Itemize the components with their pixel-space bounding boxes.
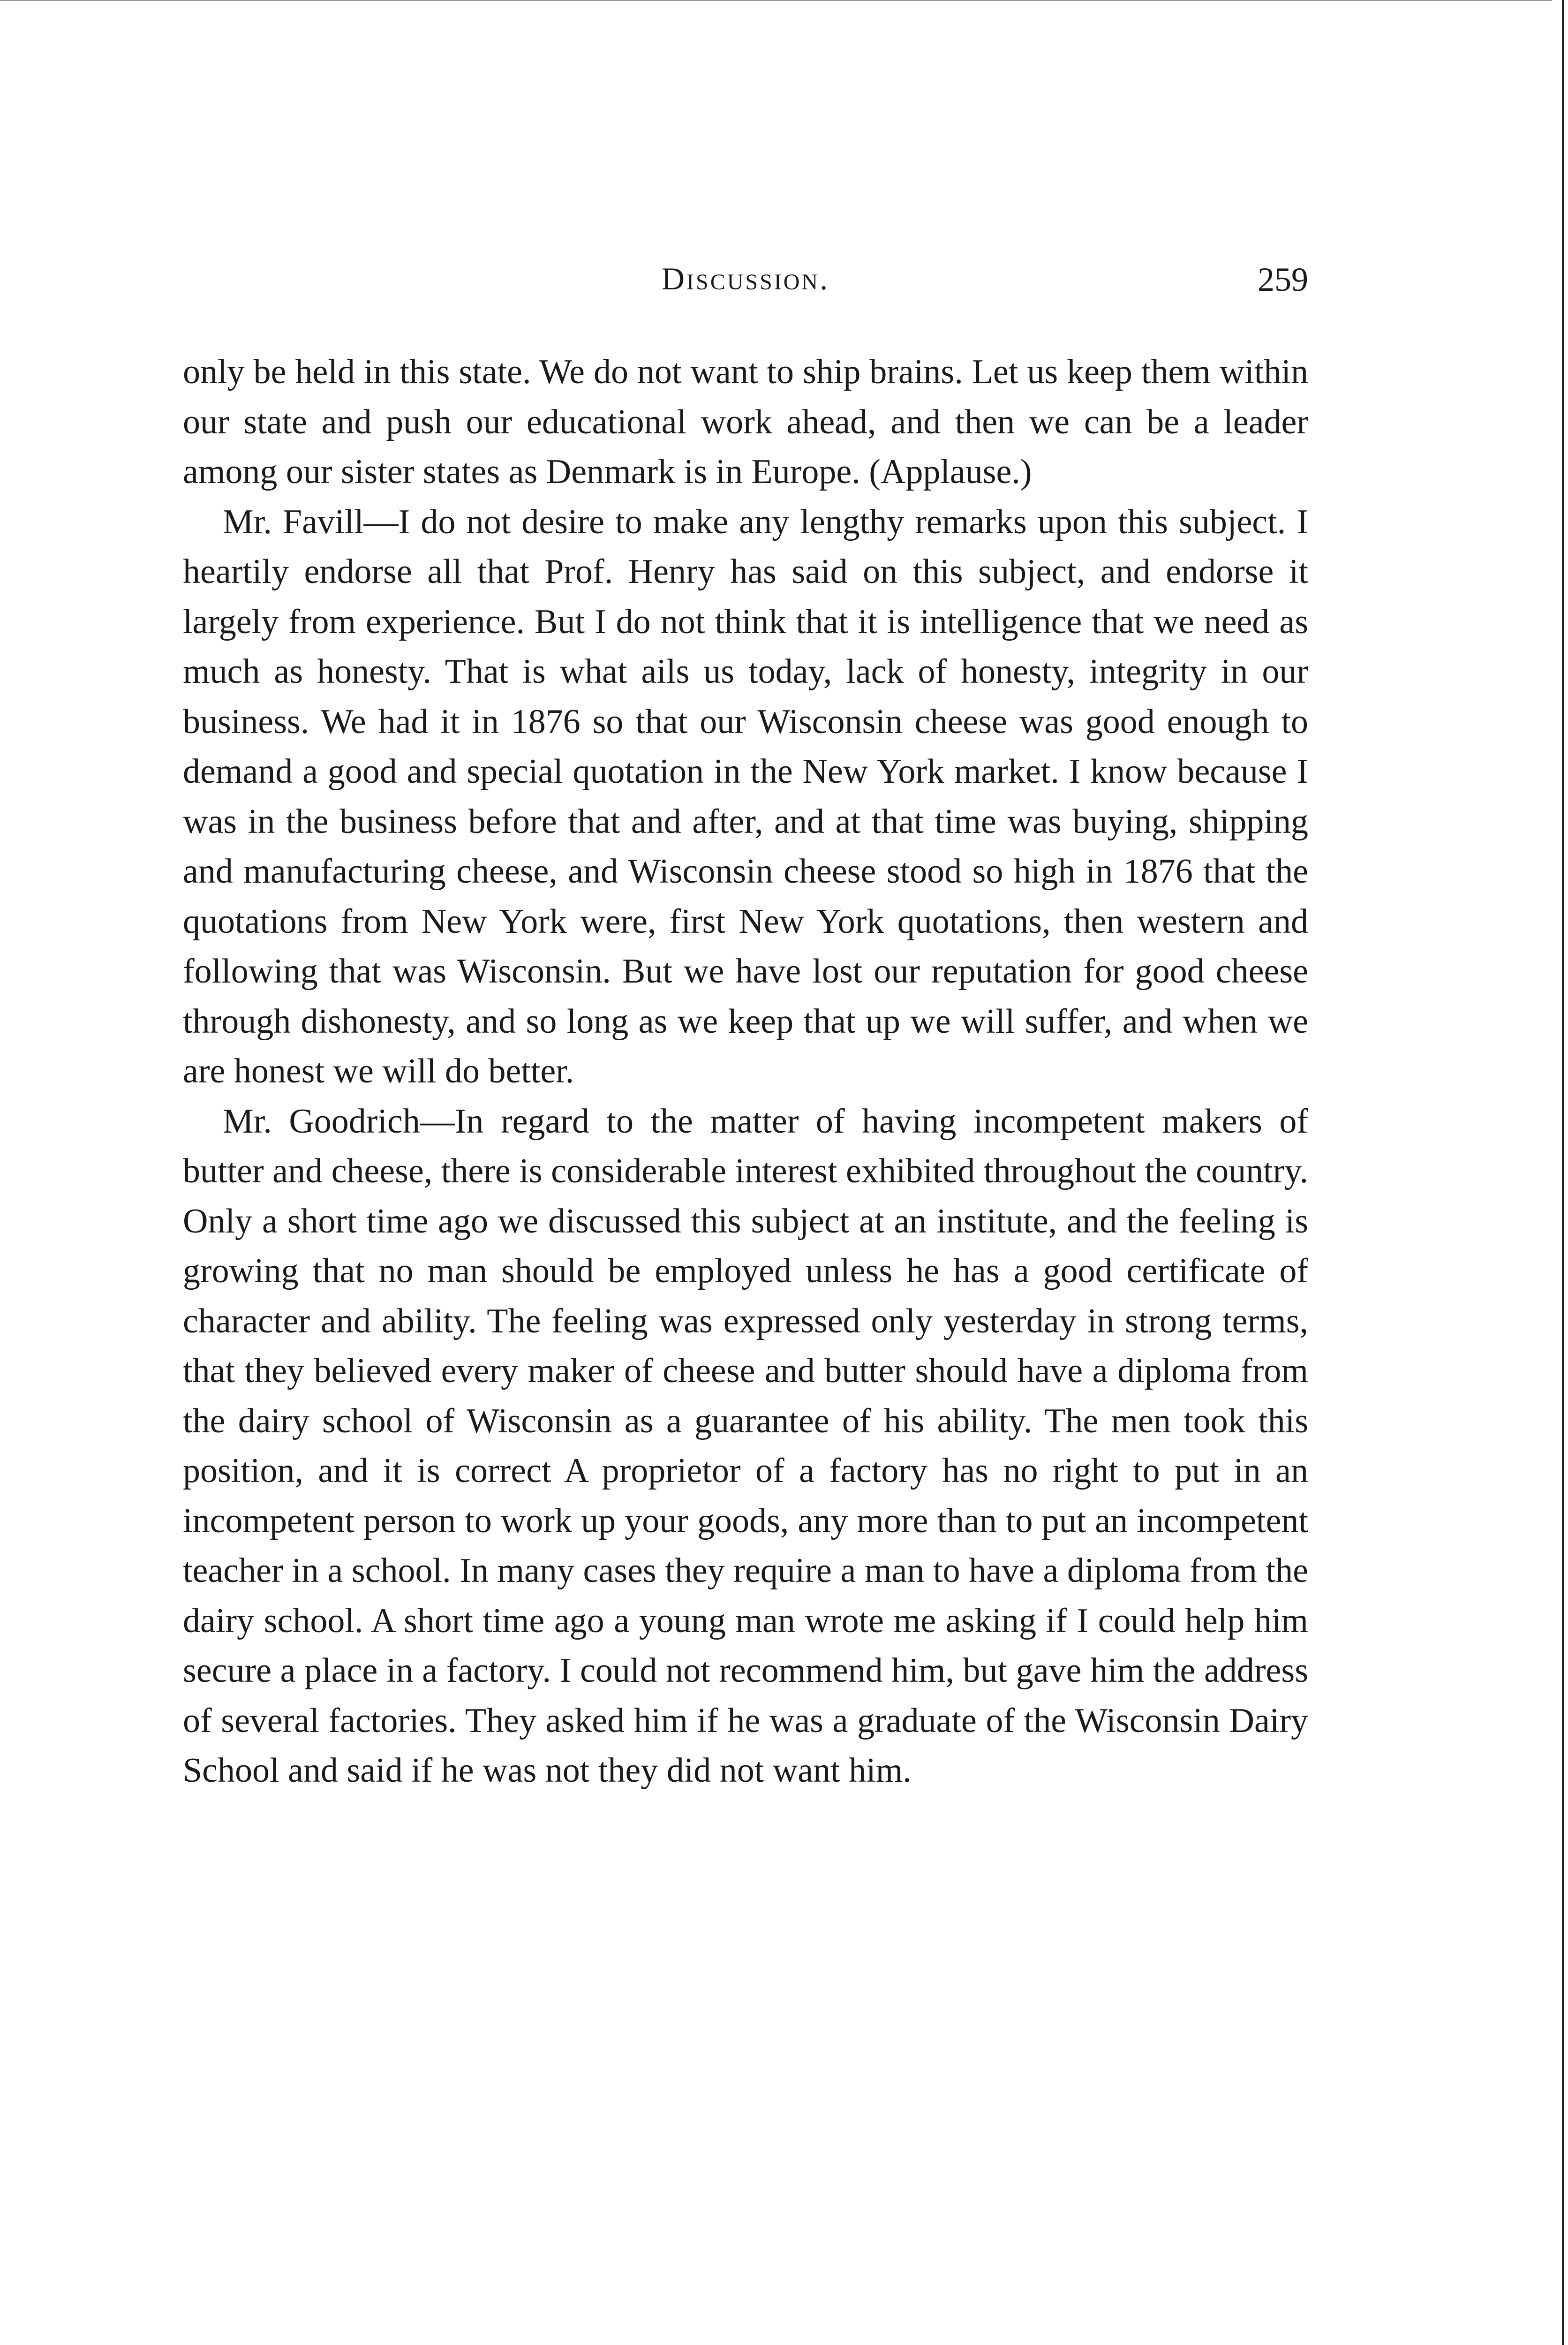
body-text [183, 347, 1308, 1796]
paragraph-continuation: only be held in this state. We do not want to ship brains. Let us keep them within our state and push our educational work ahead, and then we can be a leader among our sister states as Denmark is in Europe. (Applause.) [183, 353, 1308, 491]
paragraph-favill: Mr. Favill—I do not desire to make any lengthy remarks upon this subject. I heartily endorse all that Prof. Henry has said on this subject, and endorse it largely from experience. But I do not think that it is intelligence that we need as much as honesty. That is what ails us today, lack of honesty, integrity in our business. We had it in 1876 so that our Wisconsin cheese was good enough to demand a good and special quotation in the New York market. I know because I was in the business before that and after, and at that time was buying, shipping and manufacturing cheese, and Wisconsin cheese stood so high in 1876 that the quotations from New York were, first New York quotations, then western and following that was Wisconsin. But we have lost our reputation for good cheese through dishonesty, and so long as we keep that up we will suffer, and when we are honest we will do better. [183, 502, 1308, 1090]
page-number: 259 [1258, 261, 1308, 298]
running-title: Discussion. [661, 261, 830, 296]
page-right-edge [1562, 0, 1564, 2345]
paragraph-goodrich: Mr. Goodrich—In regard to the matter of having incompetent makers of butter and cheese, there is considerable interest exhibited throughout the country. Only a short time ago we discussed this subject at an institute, and the feeling is growing that no man should be employed unless he has a good certificate of character and ability. The feeling was expressed only yesterday in strong terms, that they believed every maker of cheese and butter should have a diploma from the dairy school of Wisconsin as a guarantee of his ability. The men took this position, and it is correct A proprietor of a factory has no right to put in an incompetent person to work up your goods, any more than to put an incompetent teacher in a school. In many cases they require a man to have a diploma from the dairy school. A short time ago a young man wrote me asking if I could help him secure a place in a factory. I could not recommend him, but gave him the address of several factories. They asked him if he was a graduate of the Wisconsin Dairy School and said if he was not they did not want him. [183, 1102, 1308, 1790]
page-top-edge [0, 0, 1552, 1]
page-header [183, 260, 1308, 303]
